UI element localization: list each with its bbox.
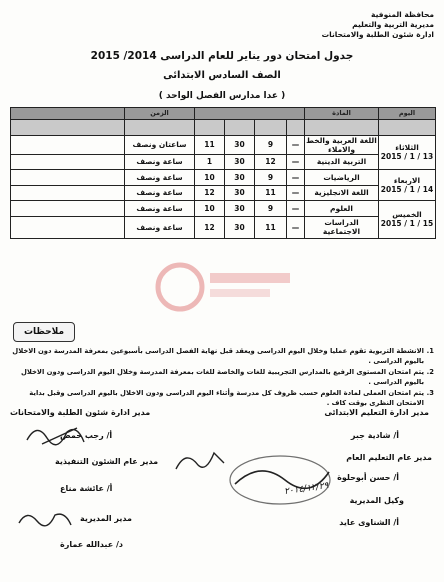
time-cell: 30	[225, 185, 255, 201]
day-cell: الخميس 2015 / 1 / 15	[379, 201, 436, 239]
time-cell: 11	[195, 135, 225, 154]
note-text: الانشطة التربوية تقوم عمليا وخلال اليوم الدراسى ويعقد قبل نهاية الفصل الدراسى بأسبوعين بمعرفة المدرسة دون الاخلال باليوم الدراسى .	[12, 347, 424, 365]
header-subject: المادة	[305, 108, 379, 120]
note-item	[10, 389, 434, 408]
time-cell: 30	[225, 201, 255, 217]
signature-scribble	[170, 445, 230, 475]
exam-schedule-table	[10, 107, 436, 239]
day-cell: الثلاثاء 2015 / 1 / 13	[379, 135, 436, 170]
document-subtitle: ( عدا مدارس الفصل الواحد )	[158, 91, 286, 101]
primary-ed-director-title: مدير ادارة التعليم الابتدائى	[324, 408, 429, 417]
time-cell: 9	[255, 170, 287, 186]
deputy-title: وكيل المديرية	[349, 496, 404, 505]
time-cell: 9	[255, 201, 287, 217]
exams-director-name: أ/ رجب حمص	[60, 431, 113, 440]
signature-scribble	[22, 420, 92, 450]
note-item	[10, 368, 434, 387]
time-cell: 10	[195, 170, 225, 186]
table-subheader-row	[11, 120, 436, 136]
official-stamp	[225, 450, 335, 510]
exams-director-title: مدير ادارة شئون الطلبة والامتحانات	[10, 408, 151, 417]
table-row	[11, 135, 436, 154]
notes-cell	[11, 154, 125, 170]
executive-gm-title: مدير عام الشئون التنفيذية	[55, 457, 159, 466]
time-cell: —	[287, 154, 305, 170]
time-cell: 12	[255, 154, 287, 170]
header-time-group	[195, 108, 305, 120]
note-item	[10, 347, 434, 366]
general-ed-gm-title: مدير عام التعليم العام	[346, 453, 432, 462]
executive-gm-name: أ/ عائشة مناع	[60, 484, 113, 493]
governorate-line: محافظة المنوفية	[371, 10, 434, 19]
header-duration: الزمن	[125, 108, 195, 120]
header-notes	[11, 108, 125, 120]
department-line: ادارة شئون الطلبة والامتحانات	[321, 30, 434, 39]
time-cell: —	[287, 216, 305, 238]
notes-heading: ملاحظات	[13, 322, 75, 342]
table-row	[11, 216, 436, 238]
table-row	[11, 201, 436, 217]
duration-cell: ساعة ونصف	[125, 216, 195, 238]
general-ed-gm-name: أ/ حسن أبوحلوة	[337, 473, 399, 482]
subject-cell: التربية الدينية	[305, 154, 379, 170]
table-row	[11, 154, 436, 170]
subject-cell: الدراسات الاجتماعية	[305, 216, 379, 238]
note-number: 2.	[426, 368, 434, 376]
header-day: اليوم	[379, 108, 436, 120]
time-cell: 12	[195, 216, 225, 238]
duration-cell: ساعة ونصف	[125, 185, 195, 201]
time-cell: —	[287, 201, 305, 217]
duration-cell: ساعتان ونصف	[125, 135, 195, 154]
director-title: مدير المديرية	[80, 514, 132, 523]
duration-cell: ساعة ونصف	[125, 170, 195, 186]
duration-cell: ساعة ونصف	[125, 201, 195, 217]
subject-cell: اللغة العربية والخط والاملاء	[306, 135, 377, 154]
notes-cell	[11, 135, 125, 154]
time-cell: 30	[225, 170, 255, 186]
note-number: 1.	[426, 347, 434, 355]
subject-cell: اللغة الانجليزية	[305, 185, 379, 201]
time-cell: 10	[195, 201, 225, 217]
directorate-line: مديرية التربية والتعليم	[352, 20, 434, 29]
time-cell: —	[287, 135, 305, 154]
notes-cell	[11, 216, 125, 238]
time-cell: —	[287, 185, 305, 201]
time-cell: 9	[255, 135, 287, 154]
notes-cell	[11, 185, 125, 201]
time-cell: 30	[225, 216, 255, 238]
director-name: د/ عبدالله عمارة	[60, 540, 123, 549]
handwritten-date: ٢٠١٤/١٢/٢٩	[283, 480, 330, 498]
issuing-authority	[322, 10, 434, 40]
table-row	[11, 170, 436, 186]
watermark-logo	[150, 255, 300, 315]
table-row	[11, 185, 436, 201]
note-text: يتم امتحان العملى لمادة العلوم حسب ظروف كل مدرسة وأثناء اليوم الدراسى ودون الاخلال باليوم الدراسى وقبل بداية الامتحان النظرى بوقت كاف .	[29, 389, 424, 407]
time-cell: 11	[255, 185, 287, 201]
note-number: 3.	[426, 389, 434, 397]
notes-cell	[11, 170, 125, 186]
time-cell: 30	[225, 154, 255, 170]
grade-title: الصف السادس الابتدائى	[163, 70, 281, 81]
time-cell: 1	[195, 154, 225, 170]
duration-cell: ساعة ونصف	[125, 154, 195, 170]
subject-cell: العلوم	[305, 201, 379, 217]
deputy-name: أ/ الشناوى عايد	[339, 518, 399, 527]
notes-list	[10, 347, 434, 410]
time-cell: 12	[195, 185, 225, 201]
note-text: يتم امتحان المستوى الرفيع بالمدارس التجريبية للغات والخاصة للغات بمعرفة المدرسة وخلال اليوم الدراسى ودون الاخلال باليوم الدراسى .	[20, 368, 424, 386]
table-header-row	[11, 108, 436, 120]
subject-cell: الرياضيات	[305, 170, 379, 186]
primary-ed-director-name: أ/ شادية جبر	[350, 431, 399, 440]
day-cell: الاربعاء 2015 / 1 / 14	[379, 170, 436, 201]
document-title: جدول امتحان دور يناير للعام الدراسى 2014/ 2015	[90, 50, 354, 62]
signature-scribble	[15, 505, 75, 533]
time-cell: —	[287, 170, 305, 186]
notes-cell	[11, 201, 125, 217]
time-cell: 30	[225, 135, 255, 154]
time-cell: 11	[255, 216, 287, 238]
